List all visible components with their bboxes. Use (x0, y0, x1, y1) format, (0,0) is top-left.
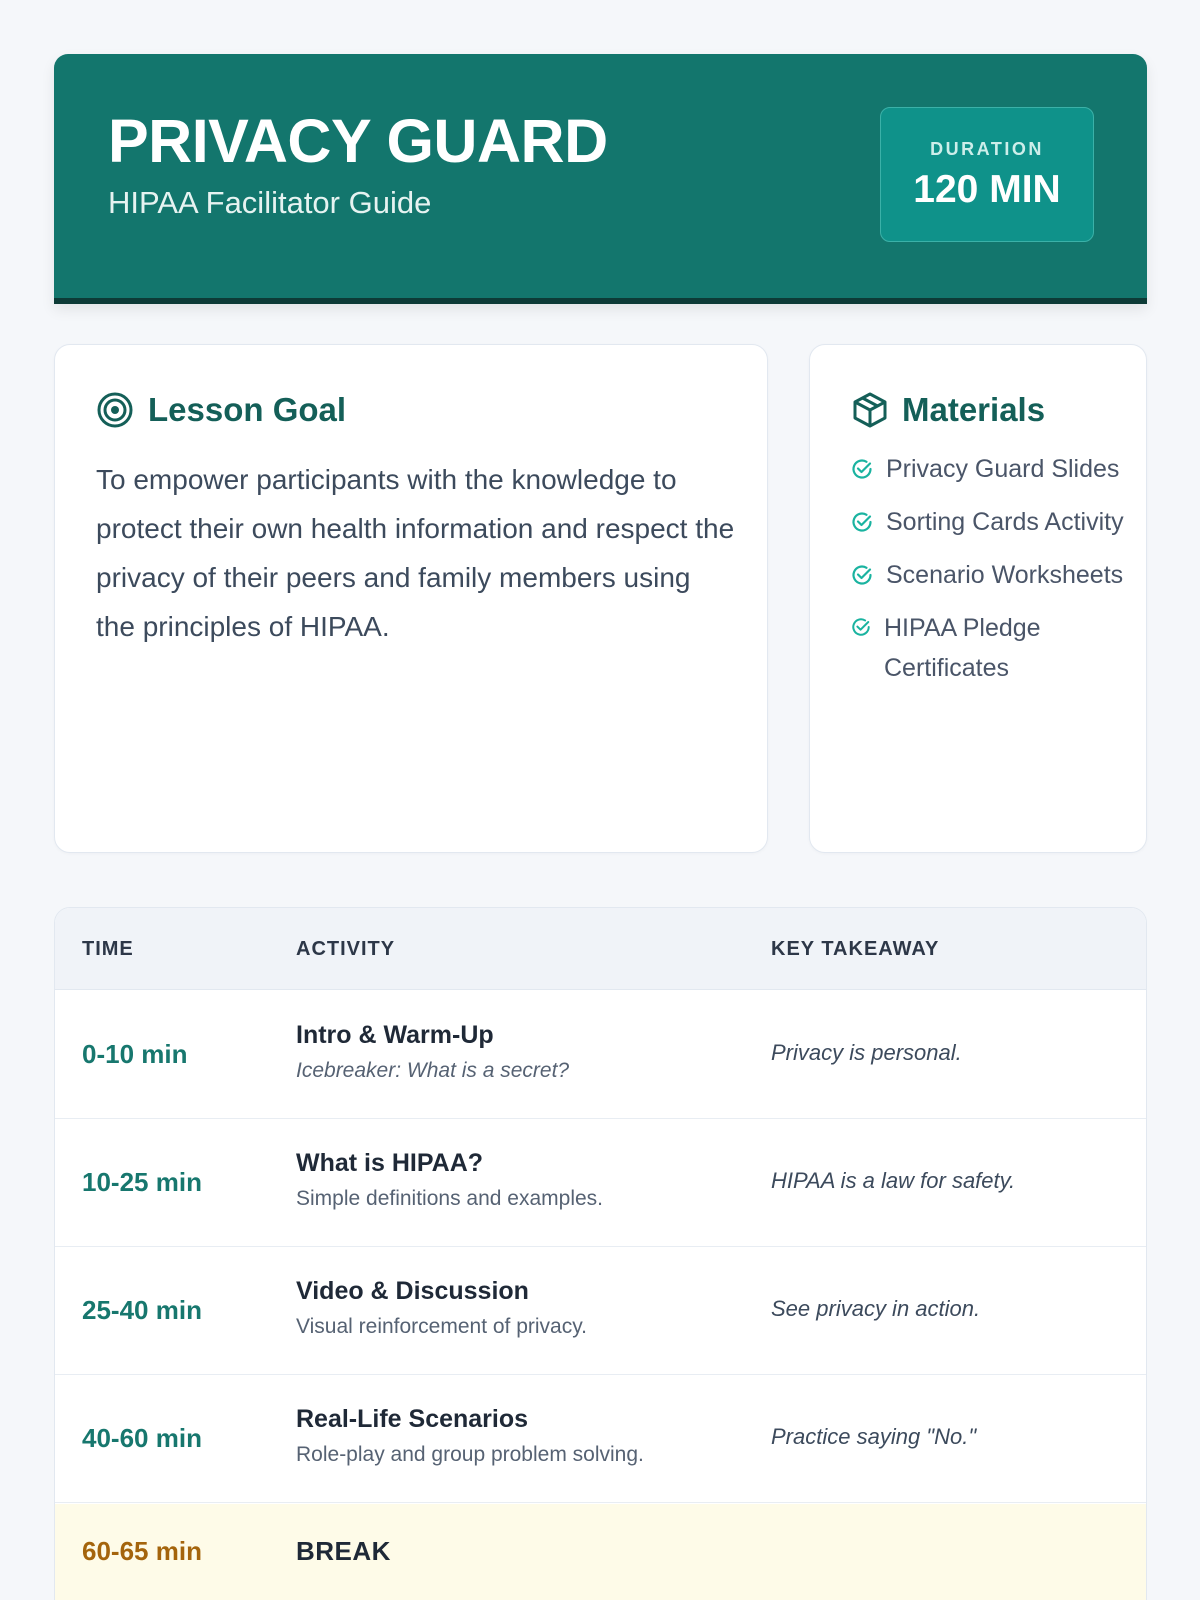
material-label: Privacy Guard Slides (886, 455, 1120, 483)
table-header (55, 908, 1146, 990)
row-activity-title: Real-Life Scenarios (296, 1405, 529, 1433)
schedule-table (54, 907, 1147, 1600)
duration-value: 120 MIN (913, 168, 1061, 211)
lesson-goal-heading (96, 391, 346, 429)
check-circle-icon (851, 617, 871, 637)
list-item (851, 502, 1131, 542)
row-activity-desc: Simple definitions and examples. (296, 1187, 604, 1210)
row-activity-desc: Icebreaker: What is a secret? (296, 1059, 570, 1082)
table-row (55, 1119, 1146, 1247)
materials-title: Materials (902, 391, 1046, 428)
material-label: Scenario Worksheets (886, 561, 1124, 589)
row-time: 40-60 min (82, 1423, 202, 1453)
check-circle-icon (851, 511, 873, 533)
materials-card (809, 344, 1147, 853)
row-takeaway: Practice saying "No." (771, 1424, 977, 1449)
duration-badge (880, 107, 1094, 242)
lesson-goal-card (54, 344, 768, 853)
material-label: Sorting Cards Activity (886, 508, 1124, 536)
list-item (851, 608, 1131, 688)
package-icon (852, 391, 888, 429)
duration-label: DURATION (930, 139, 1044, 159)
row-activity-desc: Visual reinforcement of privacy. (296, 1315, 588, 1338)
column-header-takeaway: KEY TAKEAWAY (771, 938, 940, 960)
row-time: 25-40 min (82, 1295, 202, 1325)
row-takeaway: HIPAA is a law for safety. (771, 1168, 1016, 1193)
materials-list (851, 449, 1131, 701)
row-time: 60-65 min (82, 1536, 202, 1566)
page-subtitle: HIPAA Facilitator Guide (108, 185, 432, 220)
check-circle-icon (851, 564, 873, 586)
column-header-time: TIME (82, 938, 134, 960)
table-row (55, 991, 1146, 1119)
row-activity-title: Video & Discussion (296, 1277, 529, 1305)
row-takeaway: Privacy is personal. (771, 1040, 962, 1065)
lesson-goal-title: Lesson Goal (148, 391, 347, 428)
row-activity-desc: Role-play and group problem solving. (296, 1443, 644, 1466)
materials-heading (852, 391, 1045, 429)
material-label: HIPAA Pledge Certificates (884, 614, 1041, 682)
table-row (55, 1247, 1146, 1375)
lesson-goal-text: To empower participants with the knowledge to protect their own health information and respect the privacy of their peers and family members using the principles of HIPAA. (96, 464, 735, 642)
row-activity-title: BREAK (296, 1536, 391, 1566)
check-circle-icon (851, 458, 873, 480)
break-row (55, 1504, 1146, 1600)
row-takeaway: See privacy in action. (771, 1296, 981, 1321)
row-time: 0-10 min (82, 1039, 188, 1069)
row-time: 10-25 min (82, 1167, 202, 1197)
list-item (851, 555, 1131, 595)
header-banner (54, 54, 1147, 304)
row-activity-title: Intro & Warm-Up (296, 1021, 494, 1049)
column-header-activity: ACTIVITY (296, 938, 396, 960)
target-icon (96, 391, 134, 429)
list-item (851, 449, 1131, 489)
table-row (55, 1375, 1146, 1503)
row-activity-title: What is HIPAA? (296, 1149, 484, 1177)
page-title: PRIVACY GUARD (108, 107, 608, 175)
